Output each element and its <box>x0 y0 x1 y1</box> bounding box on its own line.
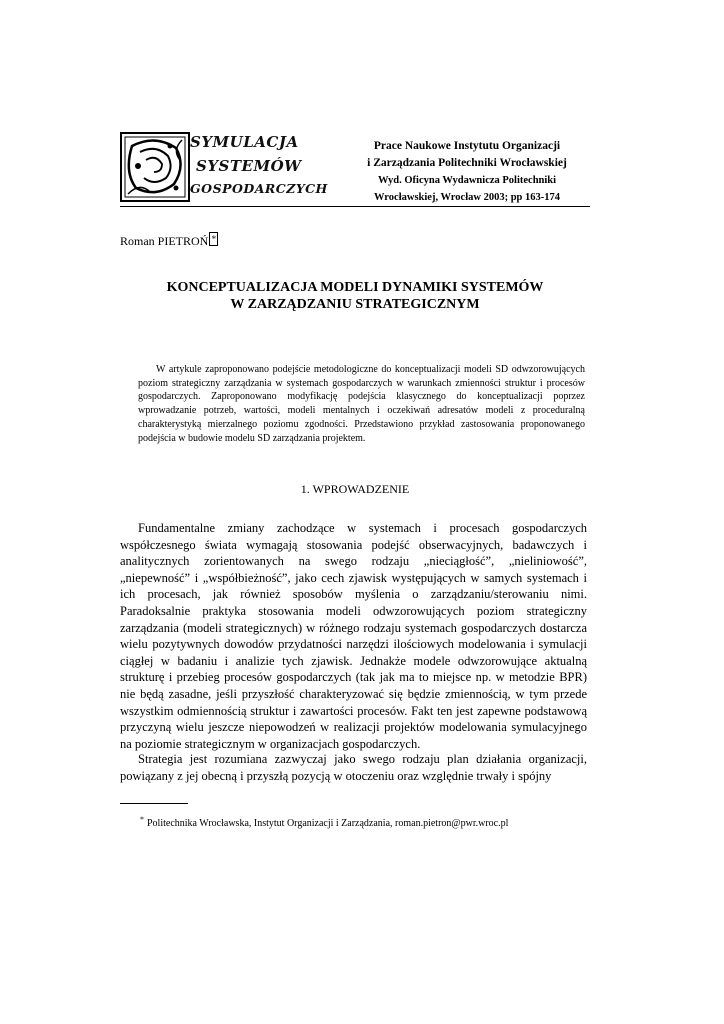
logo-text-line: SYSTEMÓW <box>196 157 302 175</box>
publisher: Wyd. Oficyna Wydawnicza Politechniki <box>377 175 557 186</box>
footnote-marker[interactable]: * <box>209 232 218 246</box>
section-heading: 1. WPROWADZENIE <box>300 482 410 496</box>
paper-title <box>120 279 590 313</box>
journal-logo <box>120 130 328 204</box>
title-line: W ZARZĄDZANIU STRATEGICZNYM <box>230 297 480 312</box>
header-divider <box>120 206 590 207</box>
footnote-marker: * <box>140 815 144 824</box>
author-name: Roman PIETROŃ <box>120 234 209 248</box>
body-paragraph: Strategia jest rozumiana zazwyczaj jako swego rodzaju plan działania organizacji, powiązany z jej obecną i przyszłą pozycją w otoczeniu oraz względnie trwały i spójny <box>120 752 587 783</box>
publication-details: Wrocławskiej, Wrocław 2003; pp 163-174 <box>374 192 560 203</box>
body-paragraph: Fundamentalne zmiany zachodzące w systemach i procesach gospodarczych współczesnego świata wymagają stosowania podejść obserwacyjnych, badawczych i analitycznych zorientowanych na swego rodzaju „nieciągłość”, „nieliniowość”, „niepewność” i „współbieżność”, jako cech zjawisk występujących w samych systemach i ich procesach, jak również sposobów myślenia o zarządzaniu/sterowaniu nimi. Paradoksalnie praktyka stosowania modeli odwzorowujących poziom strategiczny zarządzania (modeli strategicznych) w różnego rodzaju systemach gospodarczych dostarcza wielu pozytywnych dowodów przydatności narzędzi ilościowych modelowania i symulacji ciągłej w badaniu i analizie tych zjawisk. Jednakże modele odwzorowujące aktualną strukturę i przebieg procesów gospodarczych (tak jak ma to miejsce np. w metodzie BPR) nie będą zasadne, jeśli przyszłość charakteryzować się będzie zmiennością, w tym przede wszystkim odmiennością struktur i zawartości procesów. Fakt ten jest zapewne podstawową przyczyną wielu jeszcze niepowodzeń w realizacji projektów modelowania symulacyjnego na poziomie strategicznym w organizacjach gospodarczych. <box>120 521 587 751</box>
publication-info <box>342 138 592 206</box>
ornamental-initial-icon <box>120 132 190 202</box>
logo-text-line: GOSPODARCZYCH <box>190 181 328 196</box>
publication-institute: i Zarządzania Politechniki Wrocławskiej <box>367 157 567 169</box>
abstract: W artykule zaproponowano podejście metodologiczne do konceptualizacji modeli SD odwzorowujących poziom strategiczny zarządzania w systemach gospodarczych w warunkach zmienności struktur i procesów gospodarczych. Zaproponowano modyfikację podejścia klasycznego do konceptualizacji poprzez wprowadzanie potrzeb, wartości, modeli mentalnych i oczekiwań adresatów modeli z proceduralną charakterystyką mierzalnego poziomu zgodności. Przedstawiono przykład zastosowania proponowanego podejścia w budowie modelu SD zarządzania projektem. <box>138 364 585 444</box>
logo-text-line: SYMULACJA <box>190 133 299 151</box>
footnote <box>140 815 508 829</box>
footnote-divider <box>120 803 188 804</box>
publication-series: Prace Naukowe Instytutu Organizacji <box>373 140 561 152</box>
journal-header <box>120 130 590 204</box>
footnote-text: Politechnika Wrocławska, Instytut Organizacji i Zarządzania, roman.pietron@pwr.wroc.pl <box>147 818 509 829</box>
author-line <box>120 232 218 249</box>
title-line: KONCEPTUALIZACJA MODELI DYNAMIKI SYSTEMÓW <box>166 280 544 295</box>
